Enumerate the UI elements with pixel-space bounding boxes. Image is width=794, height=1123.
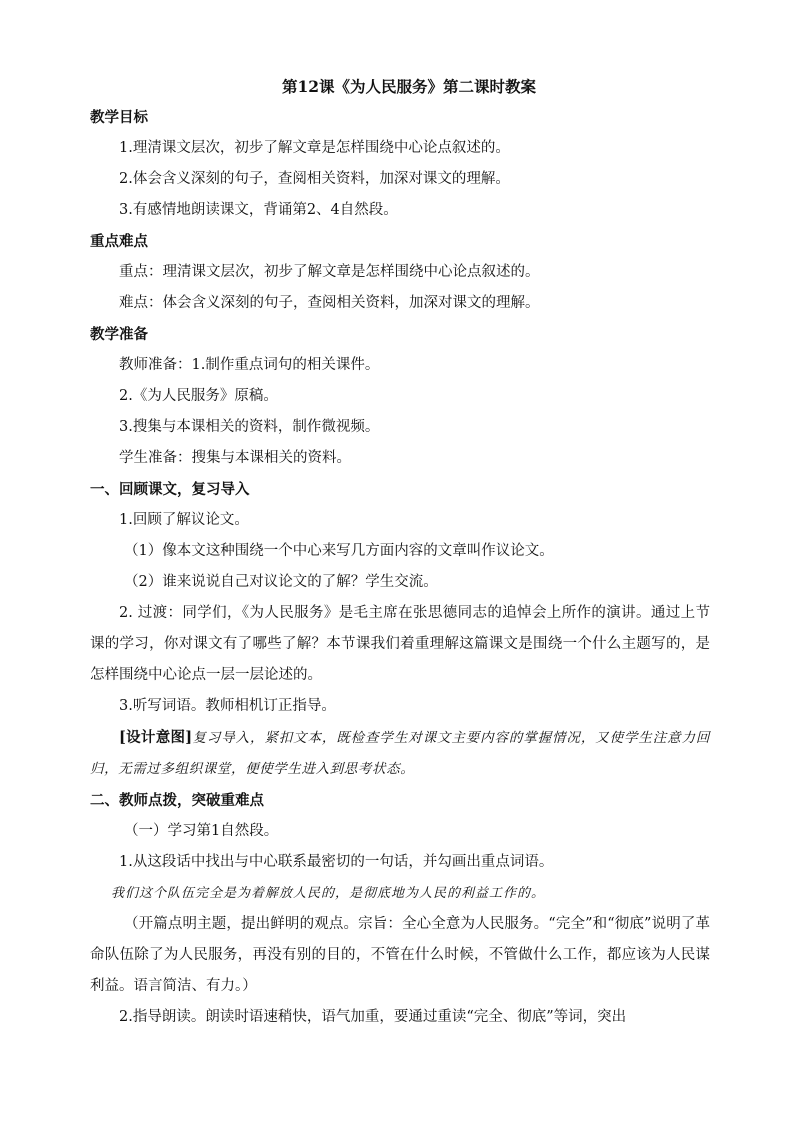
page-title: 第12课《为人民服务》第二课时教案 (281, 77, 537, 96)
prep-item: 学生准备：搜集与本课相关的资料。 (119, 450, 351, 466)
goals-heading: 教学目标 (90, 109, 148, 126)
prep-item: 3.搜集与本课相关的资料，制作微视频。 (119, 419, 380, 435)
design-intent-paragraph (90, 722, 710, 785)
section-1-paragraph: （2）谁来说说自己对议论文的了解？学生交流。 (124, 574, 438, 590)
prep-item: 教师准备：1.制作重点词句的相关课件。 (119, 357, 380, 373)
section-2-paragraph: （开篇点明主题，提出鲜明的观点。宗旨：全心全意为人民服务。“完全”和“彻底”说明了革命队伍除了为人民服务，再没有别的目的，不管在什么时候，不管做什么工作，都应该为人民谋利益。语言简洁、有力。） (90, 916, 710, 994)
section-2-heading: 二、教师点拨，突破重难点 (90, 792, 264, 809)
prep-heading: 教学准备 (90, 326, 148, 343)
quote-sentence: 我们这个队伍完全是为着解放人民的，是彻底地为人民的利益工作的。 (111, 886, 546, 901)
section-1-heading: 一、回顾课文，复习导入 (90, 481, 250, 498)
section-1-paragraph: （1）像本文这种围绕一个中心来写几方面内容的文章叫作议论文。 (124, 543, 554, 559)
goal-item: 2.体会含义深刻的句子，查阅相关资料，加深对课文的理解。 (119, 171, 510, 187)
section-1-paragraph: 1.回顾了解议论文。 (119, 512, 249, 528)
keypoint-item: 重点：理清课文层次，初步了解文章是怎样围绕中心论点叙述的。 (119, 264, 540, 280)
section-1-paragraph: 3.听写词语。教师相机订正指导。 (119, 698, 336, 714)
design-intent-tag: [设计意图] (119, 729, 193, 746)
section-2-paragraph: 2.指导朗读。朗读时语速稍快，语气加重，要通过重读“完全、彻底”等词，突出 (119, 1009, 627, 1025)
lesson-plan (90, 72, 710, 1033)
section-2-paragraph: （一）学习第1自然段。 (124, 823, 279, 839)
section-2-paragraph: 1.从这段话中找出与中心联系最密切的一句话，并勾画出重点词语。 (119, 854, 554, 870)
keypoints-heading: 重点难点 (90, 233, 148, 250)
design-intent-text: 复习导入，紧扣文本，既检查学生对课文主要内容的掌握情况，又使学生注意力回归，无需过多组织课堂，便使学生进入到思考状态。 (90, 730, 710, 777)
keypoint-item: 难点：体会含义深刻的句子，查阅相关资料，加深对课文的理解。 (119, 295, 540, 311)
prep-item: 2.《为人民服务》原稿。 (119, 388, 278, 404)
section-1-paragraph: 2. 过渡：同学们，《为人民服务》是毛主席在张思德同志的追悼会上所作的演讲。通过上节课的学习，你对课文有了哪些了解？本节课我们着重理解这篇课文是围绕一个什么主题写的，是怎样围绕中心论点一层一层论述的。 (90, 605, 710, 683)
goal-item: 1.理清课文层次，初步了解文章是怎样围绕中心论点叙述的。 (119, 140, 510, 156)
goal-item: 3.有感情地朗读课文，背诵第2、4自然段。 (119, 202, 398, 218)
